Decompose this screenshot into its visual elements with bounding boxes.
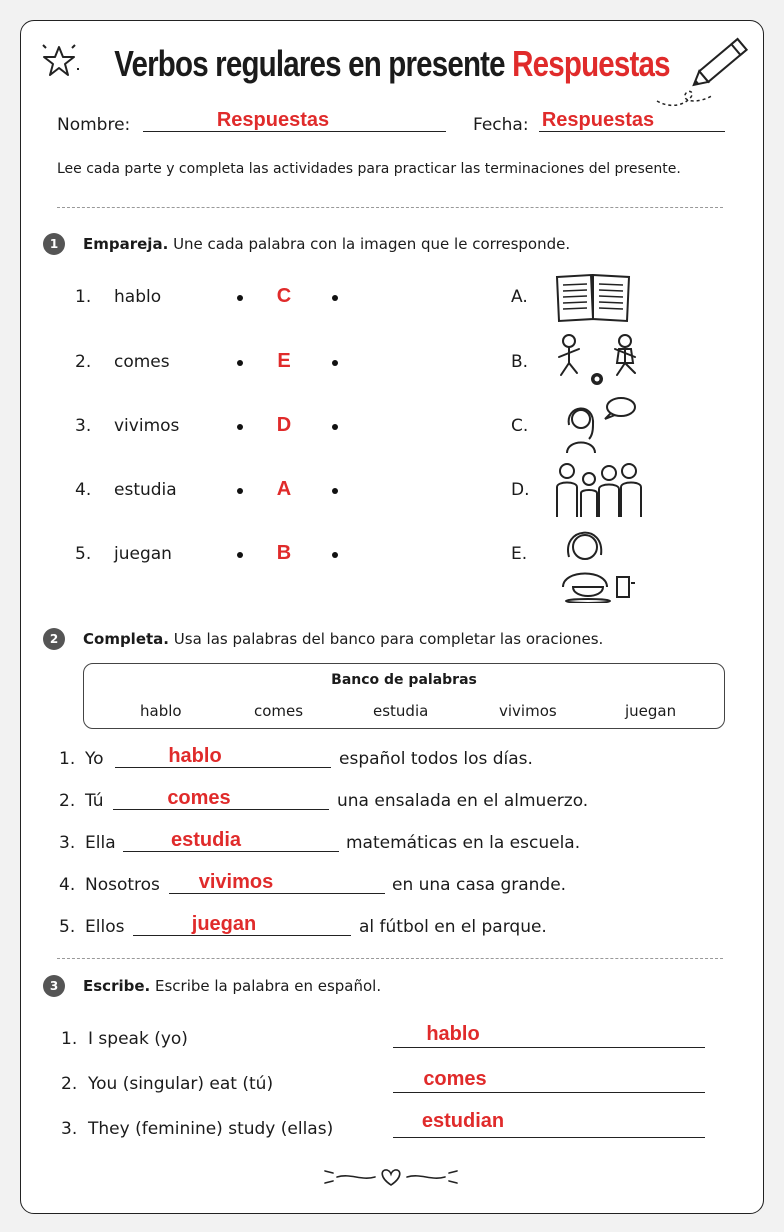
word-bank-item: hablo bbox=[140, 702, 182, 720]
match-number: 2. bbox=[75, 352, 92, 372]
translate-answer: comes bbox=[423, 1068, 487, 1090]
match-answer: A bbox=[276, 478, 292, 500]
section3-heading bbox=[83, 977, 381, 995]
match-dot-right[interactable] bbox=[332, 488, 338, 494]
sentence-answer: comes bbox=[167, 787, 231, 809]
girl-eating-icon bbox=[553, 521, 643, 603]
word-bank-item: juegan bbox=[625, 702, 677, 720]
divider bbox=[57, 958, 723, 959]
translate-blank[interactable] bbox=[393, 1137, 705, 1138]
translate-prompt: You (singular) eat (tú) bbox=[88, 1074, 274, 1094]
sentence-before: Ellos bbox=[85, 917, 125, 937]
translate-answer: hablo bbox=[426, 1023, 480, 1045]
title-answer: Respuestas bbox=[512, 43, 670, 84]
heart-ornament-icon bbox=[321, 1163, 461, 1191]
sentence-before: Nosotros bbox=[85, 875, 160, 895]
match-answer: D bbox=[276, 414, 292, 436]
date-label: Fecha: bbox=[473, 115, 529, 135]
section1-title: Empareja. bbox=[83, 235, 169, 253]
section1-heading bbox=[83, 235, 570, 253]
date-value: Respuestas bbox=[541, 109, 655, 131]
match-dot-right[interactable] bbox=[332, 295, 338, 301]
picture-letter: A. bbox=[511, 287, 528, 307]
match-word: estudia bbox=[114, 480, 177, 500]
instructions: Lee cada parte y completa las actividades para practicar las terminaciones del presente. bbox=[57, 161, 681, 177]
match-answer: E bbox=[277, 350, 291, 372]
section1-text: Une cada palabra con la imagen que le corresponde. bbox=[173, 235, 571, 253]
sentence-after: matemáticas en la escuela. bbox=[346, 833, 581, 853]
translate-blank[interactable] bbox=[393, 1092, 705, 1093]
match-dot-left[interactable] bbox=[237, 295, 243, 301]
match-word: juegan bbox=[114, 544, 172, 564]
translate-prompt: They (feminine) study (ellas) bbox=[88, 1119, 334, 1139]
star-icon bbox=[37, 39, 81, 83]
sentence-before: Yo bbox=[85, 749, 104, 769]
sentence-number: 4. bbox=[59, 875, 76, 895]
sentence-answer: vivimos bbox=[198, 871, 274, 893]
match-dot-left[interactable] bbox=[237, 360, 243, 366]
word-bank-item: vivimos bbox=[499, 702, 557, 720]
kids-playing-soccer-icon bbox=[551, 331, 647, 389]
sentence-after: español todos los días. bbox=[339, 749, 533, 769]
word-bank-item: estudia bbox=[373, 702, 429, 720]
sentence-before: Ella bbox=[85, 833, 116, 853]
woman-speaking-icon bbox=[561, 395, 641, 455]
match-dot-right[interactable] bbox=[332, 360, 338, 366]
translate-blank[interactable] bbox=[393, 1047, 705, 1048]
sentence-answer: estudia bbox=[170, 829, 242, 851]
translate-number: 2. bbox=[61, 1074, 78, 1094]
page-title bbox=[88, 43, 696, 85]
match-dot-right[interactable] bbox=[332, 552, 338, 558]
word-bank-item: comes bbox=[254, 702, 304, 720]
name-value: Respuestas bbox=[216, 109, 330, 131]
picture-letter: C. bbox=[511, 416, 529, 436]
match-number: 4. bbox=[75, 480, 92, 500]
section-number-badge: 1 bbox=[43, 233, 65, 255]
sentence-after: una ensalada en el almuerzo. bbox=[337, 791, 589, 811]
section-number-badge: 2 bbox=[43, 628, 65, 650]
translate-number: 1. bbox=[61, 1029, 78, 1049]
name-label: Nombre: bbox=[57, 115, 131, 135]
title-main: Verbos regulares en presente bbox=[114, 43, 505, 84]
picture-letter: E. bbox=[511, 544, 528, 564]
match-dot-left[interactable] bbox=[237, 552, 243, 558]
translate-number: 3. bbox=[61, 1119, 78, 1139]
divider bbox=[57, 207, 723, 208]
match-word: comes bbox=[114, 352, 170, 372]
match-number: 5. bbox=[75, 544, 92, 564]
match-number: 1. bbox=[75, 287, 92, 307]
sentence-answer: juegan bbox=[191, 913, 257, 935]
sentence-number: 5. bbox=[59, 917, 76, 937]
match-answer: B bbox=[276, 542, 292, 564]
section2-heading bbox=[83, 630, 603, 648]
word-bank-title: Banco de palabras bbox=[331, 672, 477, 688]
section3-title: Escribe. bbox=[83, 977, 151, 995]
match-number: 3. bbox=[75, 416, 92, 436]
sentence-after: en una casa grande. bbox=[392, 875, 567, 895]
match-word: hablo bbox=[114, 287, 162, 307]
match-answer: C bbox=[276, 285, 292, 307]
pencil-icon bbox=[651, 31, 751, 111]
sentence-number: 3. bbox=[59, 833, 76, 853]
worksheet bbox=[20, 20, 764, 1214]
section-number-badge: 3 bbox=[43, 975, 65, 997]
picture-letter: B. bbox=[511, 352, 529, 372]
match-dot-left[interactable] bbox=[237, 424, 243, 430]
match-dot-right[interactable] bbox=[332, 424, 338, 430]
sentence-answer: hablo bbox=[168, 745, 222, 767]
sentence-number: 1. bbox=[59, 749, 76, 769]
section2-text: Usa las palabras del banco para completar las oraciones. bbox=[173, 630, 604, 648]
sentence-after: al fútbol en el parque. bbox=[359, 917, 547, 937]
match-dot-left[interactable] bbox=[237, 488, 243, 494]
translate-answer: estudian bbox=[421, 1110, 505, 1132]
section2-title: Completa. bbox=[83, 630, 169, 648]
book-icon bbox=[553, 269, 633, 325]
sentence-number: 2. bbox=[59, 791, 76, 811]
family-group-icon bbox=[553, 459, 643, 519]
match-word: vivimos bbox=[114, 416, 180, 436]
translate-prompt: I speak (yo) bbox=[88, 1029, 188, 1049]
sentence-before: Tú bbox=[85, 791, 104, 811]
word-bank bbox=[83, 663, 725, 729]
picture-letter: D. bbox=[511, 480, 530, 500]
section3-text: Escribe la palabra en español. bbox=[155, 977, 382, 995]
